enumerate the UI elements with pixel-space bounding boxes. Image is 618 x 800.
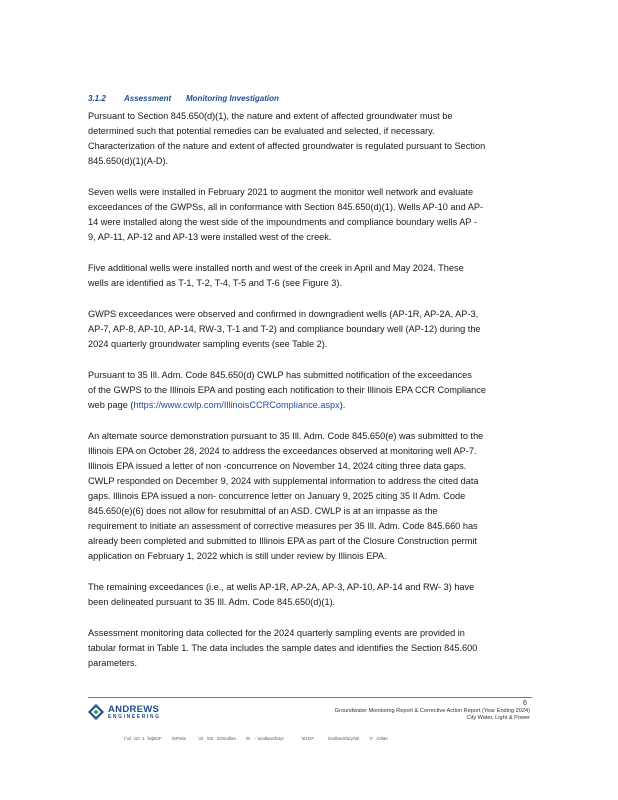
section-heading — [88, 94, 279, 103]
text-line: of the GWPS to the Illinois EPA and posting each notification to their Illinois EPA CCR Compliance — [88, 385, 486, 395]
text-line: 14 were installed along the west side of the impoundments and compliance boundary wells AP - — [88, 217, 477, 227]
text-line: determined such that potential remedies can be evaluated and selected, if necessary. — [88, 126, 435, 136]
logo-subtitle: ENGINEERING — [108, 714, 161, 720]
text-line: Characterization of the nature and extent of affected groundwater is regulated pursuant to Section — [88, 141, 486, 151]
diamond-logo-icon — [88, 704, 104, 720]
paragraph-8 — [88, 626, 546, 671]
text-line: An alternate source demonstration pursuant to 35 Ill. Adm. Code 845.650(e) was submitted to the — [88, 431, 484, 441]
text-line: Illinois EPA issued a letter of non -concurrence on November 14, 2024 citing three data gaps. — [88, 461, 467, 471]
page-number: 6 — [523, 700, 527, 707]
text-line: wells are identified as T-1, T-2, T-4, T-5 and T-6 (see Figure 3). — [88, 278, 342, 288]
file-path-code: I:\xl \10 1 \lnj8GF \SPx8x \1l \02 \iOmollan \9 - \mollanSfaryr \01GF \mollanSfaryr\5\ \7 -\Olan — [124, 736, 388, 741]
text-line: 845.650(e)(6) does not allow for resubmittal of an ASD. CWLP is at an impasse as the — [88, 506, 438, 516]
text-line: application on February 1, 2022 which is still under review by Illinois EPA. — [88, 551, 387, 561]
text-line: The remaining exceedances (i.e., at wells AP-1R, AP-2A, AP-3, AP-10, AP-14 and RW- 3) have — [88, 582, 475, 592]
text-line: been delineated pursuant to 35 Ill. Adm. Code 845.650(d)(1). — [88, 597, 336, 607]
text-line: Five additional wells were installed north and west of the creek in April and May 2024. These — [88, 263, 464, 273]
text-line: 9, AP-11, AP-12 and AP-13 were installed west of the creek. — [88, 232, 332, 242]
text-line: AP-7, AP-8, AP-10, AP-14, RW-3, T-1 and T-2) and compliance boundary well (AP-12) during the — [88, 324, 481, 334]
text-line: parameters. — [88, 658, 138, 668]
andrews-engineering-logo — [88, 704, 198, 720]
web-page-suffix: ). — [339, 400, 346, 410]
report-title: Groundwater Monitoring Report & Corrective Action Report (Year Ending 2024) — [334, 708, 530, 714]
client-name: City Water, Light & Power — [466, 715, 530, 721]
text-line: Seven wells were installed in February 2021 to augment the monitor well network and evaluate — [88, 187, 474, 197]
footer-divider — [88, 697, 532, 698]
ccr-compliance-link[interactable]: https://www.cwlp.com/IllinoisCCRCompliance.aspx — [133, 400, 340, 410]
text-line: requirement to initiate an assessment of corrective measures per 35 Ill. Adm. Code 845.660 has — [88, 521, 478, 531]
paragraph-6 — [88, 429, 546, 564]
text-line: Pursuant to 35 Ill. Adm. Code 845.650(d) CWLP has submitted notification of the exceedances — [88, 370, 472, 380]
text-line-web-page — [88, 398, 546, 413]
text-line: gaps. Illinois EPA issued a non- concurrence letter on January 9, 2025 citing 35 Il Adm. Code — [88, 491, 466, 501]
text-line: CWLP responded on December 9, 2024 with supplemental information to address the cited data — [88, 476, 479, 486]
text-line: exceedances of the GWPSs, all in conformance with Section 845.650(d)(1). Wells AP-10 and AP- — [88, 202, 484, 212]
text-line: GWPS exceedances were observed and confirmed in downgradient wells (AP-1R, AP-2A, AP-3, — [88, 309, 479, 319]
web-page-prefix: web page ( — [88, 400, 134, 410]
section-word-assessment: Assessment — [124, 94, 172, 103]
text-line: Illinois EPA on October 28, 2024 to address the exceedances observed at monitoring well AP-7. — [88, 446, 477, 456]
paragraph-1 — [88, 109, 546, 169]
paragraph-4 — [88, 307, 546, 352]
text-line: tabular format in Table 1. The data includes the sample dates and identifies the Section 845.600 — [88, 643, 478, 653]
text-line: 2024 quarterly groundwater sampling events (see Table 2). — [88, 339, 328, 349]
text-line: already been completed and submitted to Illinois EPA as part of the Closure Construction permit — [88, 536, 477, 546]
paragraph-2 — [88, 185, 546, 245]
paragraph-7 — [88, 580, 546, 610]
logo-name: ANDREWS — [108, 704, 160, 715]
paragraph-5 — [88, 368, 546, 413]
text-line: Assessment monitoring data collected for the 2024 quarterly sampling events are provided in — [88, 628, 465, 638]
section-word-monitoring: Monitoring Investigation — [186, 94, 279, 103]
text-line: Pursuant to Section 845.650(d)(1), the nature and extent of affected groundwater must be — [88, 111, 453, 121]
paragraph-3 — [88, 261, 546, 291]
body-text — [88, 109, 546, 687]
text-line: 845.650(d)(1)(A-D). — [88, 156, 169, 166]
section-number: 3.1.2 — [88, 94, 106, 103]
